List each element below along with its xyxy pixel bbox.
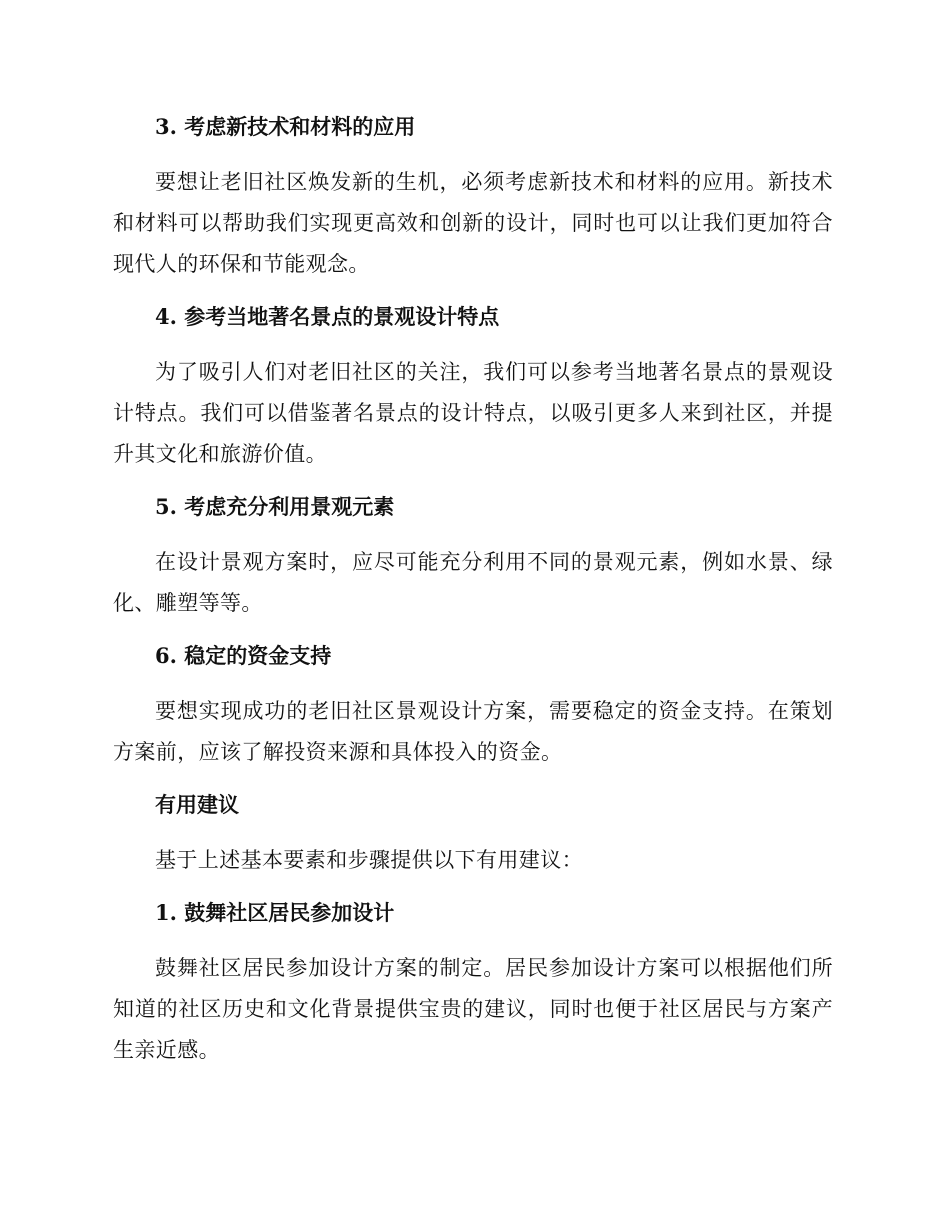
section-heading: 1. 鼓舞社区居民参加设计 [155,900,395,925]
section-heading: 有用建议 [155,792,239,817]
section-paragraph: 鼓舞社区居民参加设计方案的制定。居民参加设计方案可以根据他们所知道的社区历史和文化背景提供宝贵的建议，同时也便于社区居民与方案产生亲近感。 [113,956,833,1062]
section-paragraph: 要想让老旧社区焕发新的生机，必须考虑新技术和材料的应用。新技术和材料可以帮助我们实现更高效和创新的设计，同时也可以让我们更加符合现代人的环保和节能观念。 [113,170,833,276]
section-heading: 6. 稳定的资金支持 [155,643,332,668]
section-paragraph: 在设计景观方案时，应尽可能充分利用不同的景观元素，例如水景、绿化、雕塑等等。 [113,550,833,615]
document-content [113,107,833,1083]
section-paragraph: 为了吸引人们对老旧社区的关注，我们可以参考当地著名景点的景观设计特点。我们可以借鉴著名景点的设计特点，以吸引更多人来到社区，并提升其文化和旅游价值。 [113,360,833,466]
section-heading: 4. 参考当地著名景点的景观设计特点 [155,304,500,329]
section-paragraph: 基于上述基本要素和步骤提供以下有用建议： [155,848,583,872]
section-heading: 3. 考虑新技术和材料的应用 [155,114,416,139]
section-paragraph: 要想实现成功的老旧社区景观设计方案，需要稳定的资金支持。在策划方案前，应该了解投资来源和具体投入的资金。 [113,699,833,764]
section-heading: 5. 考虑充分利用景观元素 [155,494,395,519]
